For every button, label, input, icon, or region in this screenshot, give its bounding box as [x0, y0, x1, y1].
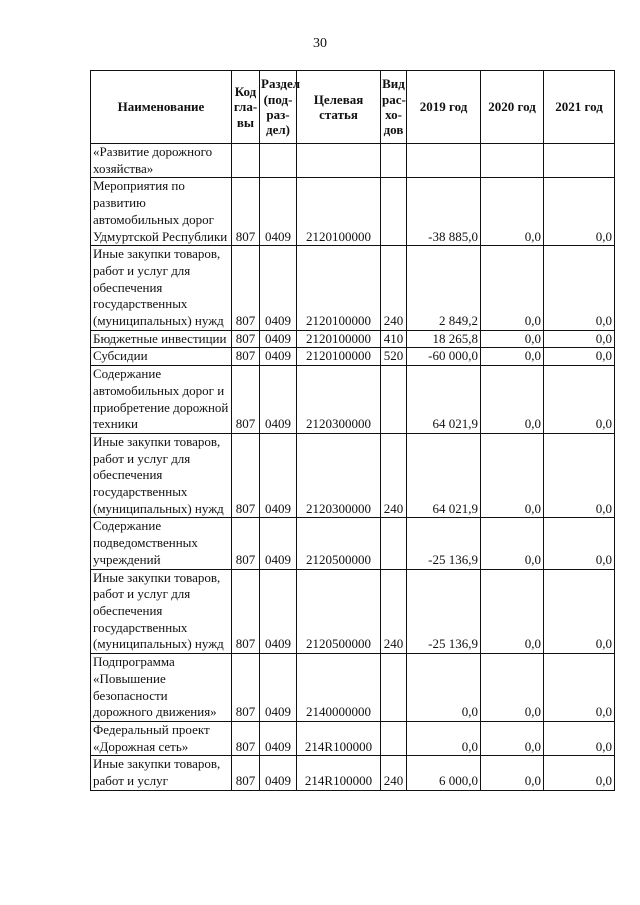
cell-name: Иные закупки товаров, работ и услуг для обеспечения государственных (муниципальных) нужд: [91, 246, 232, 331]
cell-2021: 0,0: [544, 721, 615, 755]
cell-2021: 0,0: [544, 246, 615, 331]
cell-2021: 0,0: [544, 518, 615, 569]
cell-2020: 0,0: [481, 654, 544, 722]
cell-2020: 0,0: [481, 756, 544, 790]
cell-2020: 0,0: [481, 330, 544, 348]
header-kind: Вид рас- хо- дов: [381, 71, 407, 144]
cell-section: 0409: [260, 330, 297, 348]
cell-chapter: 807: [232, 348, 260, 366]
header-2020: 2020 год: [481, 71, 544, 144]
table-row: [91, 330, 615, 348]
cell-2020: 0,0: [481, 518, 544, 569]
cell-kind: 520: [381, 348, 407, 366]
table-header: [91, 71, 615, 144]
table-row: [91, 721, 615, 755]
cell-name: Бюджетные инвестиции: [91, 330, 232, 348]
cell-2019: 64 021,9: [407, 433, 481, 518]
cell-name: Иные закупки товаров, работ и услуг для обеспечения государственных (муниципальных) нужд: [91, 433, 232, 518]
cell-kind: 240: [381, 433, 407, 518]
cell-2019: 18 265,8: [407, 330, 481, 348]
cell-section: 0409: [260, 721, 297, 755]
cell-2020: [481, 144, 544, 178]
cell-chapter: 807: [232, 518, 260, 569]
cell-2019: 0,0: [407, 721, 481, 755]
cell-2021: 0,0: [544, 433, 615, 518]
budget-table: [90, 70, 615, 791]
table-row: [91, 569, 615, 654]
cell-kind: 410: [381, 330, 407, 348]
cell-2019: 2 849,2: [407, 246, 481, 331]
cell-2020: 0,0: [481, 246, 544, 331]
cell-kind: 240: [381, 756, 407, 790]
cell-kind: [381, 654, 407, 722]
cell-chapter: 807: [232, 330, 260, 348]
cell-kind: [381, 518, 407, 569]
cell-kind: [381, 721, 407, 755]
cell-target: 2120500000: [297, 518, 381, 569]
cell-2019: 6 000,0: [407, 756, 481, 790]
cell-section: 0409: [260, 178, 297, 246]
table-row: [91, 433, 615, 518]
table-row: [91, 654, 615, 722]
cell-section: 0409: [260, 756, 297, 790]
cell-section: 0409: [260, 246, 297, 331]
cell-2020: 0,0: [481, 348, 544, 366]
cell-2019: -38 885,0: [407, 178, 481, 246]
cell-target: 2120100000: [297, 178, 381, 246]
cell-2020: 0,0: [481, 433, 544, 518]
cell-chapter: 807: [232, 654, 260, 722]
cell-name: Содержание автомобильных дорог и приобретение дорожной техники: [91, 366, 232, 434]
table-row: [91, 756, 615, 790]
cell-name: Содержание подведомственных учреждений: [91, 518, 232, 569]
cell-2020: 0,0: [481, 366, 544, 434]
cell-kind: 240: [381, 569, 407, 654]
cell-2019: -25 136,9: [407, 518, 481, 569]
cell-2019: 0,0: [407, 654, 481, 722]
cell-chapter: 807: [232, 756, 260, 790]
cell-2020: 0,0: [481, 721, 544, 755]
table-row: [91, 144, 615, 178]
cell-2021: 0,0: [544, 348, 615, 366]
cell-target: 2120300000: [297, 366, 381, 434]
table-row: [91, 348, 615, 366]
cell-name: Субсидии: [91, 348, 232, 366]
cell-name: Мероприятия по развитию автомобильных дорог Удмуртской Республики: [91, 178, 232, 246]
cell-2019: -60 000,0: [407, 348, 481, 366]
cell-name: Иные закупки товаров, работ и услуг: [91, 756, 232, 790]
cell-chapter: 807: [232, 246, 260, 331]
header-2021: 2021 год: [544, 71, 615, 144]
cell-kind: [381, 144, 407, 178]
cell-target: 2120100000: [297, 348, 381, 366]
cell-chapter: 807: [232, 433, 260, 518]
cell-section: [260, 144, 297, 178]
header-target: Целевая статья: [297, 71, 381, 144]
cell-section: 0409: [260, 569, 297, 654]
cell-2021: 0,0: [544, 366, 615, 434]
cell-2021: [544, 144, 615, 178]
cell-2021: 0,0: [544, 178, 615, 246]
header-2019: 2019 год: [407, 71, 481, 144]
cell-name: Федеральный проект «Дорожная сеть»: [91, 721, 232, 755]
cell-chapter: 807: [232, 366, 260, 434]
cell-2021: 0,0: [544, 756, 615, 790]
cell-section: 0409: [260, 433, 297, 518]
cell-target: 2120500000: [297, 569, 381, 654]
cell-kind: 240: [381, 246, 407, 331]
cell-kind: [381, 178, 407, 246]
page-number: 30: [313, 36, 327, 51]
cell-2021: 0,0: [544, 569, 615, 654]
cell-target: [297, 144, 381, 178]
cell-2020: 0,0: [481, 569, 544, 654]
cell-2021: 0,0: [544, 330, 615, 348]
header-section: Раздел (под- раз- дел): [260, 71, 297, 144]
cell-target: 2120100000: [297, 330, 381, 348]
cell-2019: 64 021,9: [407, 366, 481, 434]
cell-name: «Развитие дорожного хозяйства»: [91, 144, 232, 178]
cell-target: 214R100000: [297, 756, 381, 790]
cell-2019: [407, 144, 481, 178]
cell-name: Иные закупки товаров, работ и услуг для обеспечения государственных (муниципальных) нужд: [91, 569, 232, 654]
header-chapter: Код гла- вы: [232, 71, 260, 144]
cell-kind: [381, 366, 407, 434]
cell-chapter: [232, 144, 260, 178]
table-row: [91, 366, 615, 434]
cell-target: 2120100000: [297, 246, 381, 331]
header-name: Наименование: [91, 71, 232, 144]
cell-name: Подпрограмма «Повышение безопасности дорожного движения»: [91, 654, 232, 722]
cell-chapter: 807: [232, 178, 260, 246]
cell-2019: -25 136,9: [407, 569, 481, 654]
table-row: [91, 518, 615, 569]
cell-chapter: 807: [232, 721, 260, 755]
cell-section: 0409: [260, 654, 297, 722]
cell-target: 2120300000: [297, 433, 381, 518]
cell-section: 0409: [260, 348, 297, 366]
table-row: [91, 246, 615, 331]
cell-target: 2140000000: [297, 654, 381, 722]
cell-2021: 0,0: [544, 654, 615, 722]
table-row: [91, 178, 615, 246]
cell-section: 0409: [260, 518, 297, 569]
cell-2020: 0,0: [481, 178, 544, 246]
cell-section: 0409: [260, 366, 297, 434]
cell-chapter: 807: [232, 569, 260, 654]
cell-target: 214R100000: [297, 721, 381, 755]
